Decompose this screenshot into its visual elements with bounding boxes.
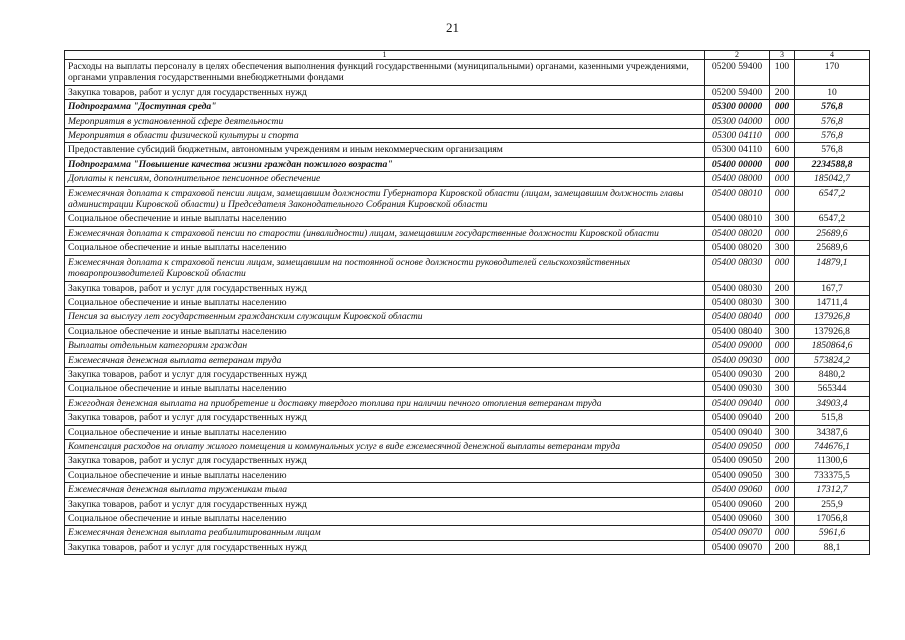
row-vr-cell: 200 (770, 454, 795, 468)
row-code-cell: 05400 09060 (705, 512, 770, 526)
table-row (65, 324, 870, 338)
row-name-cell: Ежемесячная доплата к страховой пенсии лицам, замещавшим должности Губернатора Кировской области (лицам, замещавшим должность главы администрации Кировской области) и Председателя Законодательного Собрания Кировской области (65, 186, 705, 212)
row-code-cell: 05400 09040 (705, 411, 770, 425)
row-code-cell: 05400 09000 (705, 339, 770, 353)
row-name-cell: Социальное обеспечение и иные выплаты населению (65, 425, 705, 439)
table-row (65, 212, 870, 226)
page-number: 21 (446, 20, 459, 35)
row-name-cell: Закупка товаров, работ и услуг для государственных нужд (65, 281, 705, 295)
row-vr-cell: 000 (770, 255, 795, 281)
table-row (65, 157, 870, 171)
row-name-cell: Социальное обеспечение и иные выплаты населению (65, 295, 705, 309)
row-vr-cell: 000 (770, 353, 795, 367)
budget-table (64, 50, 870, 555)
row-vr-cell: 200 (770, 540, 795, 554)
row-vr-cell: 200 (770, 281, 795, 295)
table-row (65, 85, 870, 99)
row-sum-cell: 6547,2 (795, 212, 870, 226)
table-row (65, 100, 870, 114)
row-name-cell: Социальное обеспечение и иные выплаты населению (65, 241, 705, 255)
row-vr-cell: 000 (770, 186, 795, 212)
row-vr-cell: 200 (770, 497, 795, 511)
row-code-cell: 05400 08020 (705, 226, 770, 240)
row-name-cell: Компенсация расходов на оплату жилого помещения и коммунальных услуг в виде ежемесячной денежной выплаты ветеранам труда (65, 439, 705, 453)
row-sum-cell: 167,7 (795, 281, 870, 295)
table-row (65, 468, 870, 482)
row-code-cell: 05400 00000 (705, 157, 770, 171)
row-code-cell: 05400 09040 (705, 425, 770, 439)
row-name-cell: Социальное обеспечение и иные выплаты населению (65, 512, 705, 526)
row-sum-cell: 1850864,6 (795, 339, 870, 353)
table-row (65, 425, 870, 439)
table-row (65, 310, 870, 324)
row-vr-cell: 000 (770, 439, 795, 453)
table-row (65, 396, 870, 410)
row-code-cell: 05400 09030 (705, 382, 770, 396)
row-code-cell: 05400 09070 (705, 540, 770, 554)
row-sum-cell: 6547,2 (795, 186, 870, 212)
row-sum-cell: 34387,6 (795, 425, 870, 439)
row-code-cell: 05400 09050 (705, 454, 770, 468)
row-sum-cell: 34903,4 (795, 396, 870, 410)
row-name-cell: Социальное обеспечение и иные выплаты населению (65, 212, 705, 226)
row-code-cell: 05200 59400 (705, 60, 770, 86)
row-sum-cell: 137926,8 (795, 310, 870, 324)
row-sum-cell: 170 (795, 60, 870, 86)
table-body (65, 60, 870, 555)
table-row (65, 241, 870, 255)
row-code-cell: 05400 08010 (705, 186, 770, 212)
row-code-cell: 05400 08040 (705, 324, 770, 338)
row-code-cell: 05300 04110 (705, 129, 770, 143)
table-row (65, 186, 870, 212)
table-row (65, 497, 870, 511)
row-sum-cell: 2234588,8 (795, 157, 870, 171)
row-vr-cell: 000 (770, 226, 795, 240)
row-name-cell: Социальное обеспечение и иные выплаты населению (65, 382, 705, 396)
row-name-cell: Ежемесячная денежная выплата ветеранам труда (65, 353, 705, 367)
header-cell-name: 1 (65, 51, 705, 60)
row-vr-cell: 000 (770, 157, 795, 171)
row-name-cell: Ежемесячная доплата к страховой пенсии лицам, замещавшим на постоянной основе должности руководителей сельскохозяйственных товаропроизводителей Кировской области (65, 255, 705, 281)
row-name-cell: Закупка товаров, работ и услуг для государственных нужд (65, 540, 705, 554)
table-row (65, 353, 870, 367)
row-vr-cell: 200 (770, 367, 795, 381)
row-vr-cell: 300 (770, 382, 795, 396)
table-row (65, 540, 870, 554)
row-vr-cell: 300 (770, 512, 795, 526)
header-cell-vr: 3 (770, 51, 795, 60)
row-name-cell: Предоставление субсидий бюджетным, автономным учреждениям и иным некоммерческим организациям (65, 143, 705, 157)
row-vr-cell: 200 (770, 411, 795, 425)
row-code-cell: 05200 59400 (705, 85, 770, 99)
table-row (65, 411, 870, 425)
row-sum-cell: 137926,8 (795, 324, 870, 338)
row-code-cell: 05400 09050 (705, 468, 770, 482)
row-code-cell: 05400 08030 (705, 295, 770, 309)
row-sum-cell: 515,8 (795, 411, 870, 425)
table-row (65, 454, 870, 468)
row-vr-cell: 300 (770, 241, 795, 255)
row-name-cell: Закупка товаров, работ и услуг для государственных нужд (65, 367, 705, 381)
row-vr-cell: 000 (770, 310, 795, 324)
table-row (65, 512, 870, 526)
table-row (65, 339, 870, 353)
row-sum-cell: 576,8 (795, 129, 870, 143)
row-name-cell: Подпрограмма "Повышение качества жизни граждан пожилого возраста" (65, 157, 705, 171)
row-sum-cell: 576,8 (795, 100, 870, 114)
row-sum-cell: 14879,1 (795, 255, 870, 281)
row-vr-cell: 000 (770, 396, 795, 410)
table-row (65, 143, 870, 157)
table-row (65, 367, 870, 381)
row-name-cell: Доплаты к пенсиям, дополнительное пенсионное обеспечение (65, 172, 705, 186)
row-vr-cell: 600 (770, 143, 795, 157)
header-cell-code: 2 (705, 51, 770, 60)
row-sum-cell: 565344 (795, 382, 870, 396)
row-sum-cell: 255,9 (795, 497, 870, 511)
row-name-cell: Подпрограмма "Доступная среда" (65, 100, 705, 114)
row-vr-cell: 300 (770, 295, 795, 309)
row-code-cell: 05400 08010 (705, 212, 770, 226)
row-vr-cell: 100 (770, 60, 795, 86)
table-row (65, 382, 870, 396)
row-sum-cell: 11300,6 (795, 454, 870, 468)
row-vr-cell: 000 (770, 526, 795, 540)
row-vr-cell: 000 (770, 483, 795, 497)
row-name-cell: Закупка товаров, работ и услуг для государственных нужд (65, 454, 705, 468)
row-code-cell: 05400 08030 (705, 255, 770, 281)
row-sum-cell: 17312,7 (795, 483, 870, 497)
row-vr-cell: 300 (770, 324, 795, 338)
row-sum-cell: 5961,6 (795, 526, 870, 540)
row-code-cell: 05400 09060 (705, 497, 770, 511)
table-row (65, 172, 870, 186)
row-sum-cell: 25689,6 (795, 241, 870, 255)
row-code-cell: 05400 09030 (705, 353, 770, 367)
row-sum-cell: 10 (795, 85, 870, 99)
row-vr-cell: 200 (770, 85, 795, 99)
table-row (65, 255, 870, 281)
row-sum-cell: 185042,7 (795, 172, 870, 186)
row-name-cell: Социальное обеспечение и иные выплаты населению (65, 324, 705, 338)
row-name-cell: Пенсия за выслугу лет государственным гражданским служащим Кировской области (65, 310, 705, 324)
row-code-cell: 05300 04110 (705, 143, 770, 157)
row-name-cell: Закупка товаров, работ и услуг для государственных нужд (65, 85, 705, 99)
table-row (65, 483, 870, 497)
row-code-cell: 05400 09040 (705, 396, 770, 410)
row-code-cell: 05400 09070 (705, 526, 770, 540)
row-vr-cell: 300 (770, 425, 795, 439)
row-sum-cell: 14711,4 (795, 295, 870, 309)
table-row (65, 129, 870, 143)
row-name-cell: Выплаты отдельным категориям граждан (65, 339, 705, 353)
row-code-cell: 05400 08000 (705, 172, 770, 186)
row-name-cell: Расходы на выплаты персоналу в целях обеспечения выполнения функций государственными (муниципальными) органами, казенными учреждениями, органами управления государственными внебюджетными фондами (65, 60, 705, 86)
row-code-cell: 05400 09060 (705, 483, 770, 497)
table-header (65, 51, 870, 60)
row-code-cell: 05400 09030 (705, 367, 770, 381)
table-row (65, 439, 870, 453)
row-code-cell: 05400 09050 (705, 439, 770, 453)
table-row (65, 526, 870, 540)
row-sum-cell: 744676,1 (795, 439, 870, 453)
row-code-cell: 05400 08040 (705, 310, 770, 324)
table-row (65, 60, 870, 86)
row-name-cell: Ежегодная денежная выплата на приобретение и доставку твердого топлива при наличии печного отопления ветеранам труда (65, 396, 705, 410)
row-name-cell: Мероприятия в установленной сфере деятельности (65, 114, 705, 128)
row-vr-cell: 000 (770, 129, 795, 143)
row-vr-cell: 300 (770, 468, 795, 482)
row-sum-cell: 8480,2 (795, 367, 870, 381)
row-name-cell: Мероприятия в области физической культуры и спорта (65, 129, 705, 143)
row-name-cell: Ежемесячная доплата к страховой пенсии по старости (инвалидности) лицам, замещавшим государственные должности Кировской области (65, 226, 705, 240)
row-name-cell: Ежемесячная денежная выплата труженикам тыла (65, 483, 705, 497)
row-sum-cell: 17056,8 (795, 512, 870, 526)
row-sum-cell: 573824,2 (795, 353, 870, 367)
header-cell-sum: 4 (795, 51, 870, 60)
row-code-cell: 05300 04000 (705, 114, 770, 128)
row-code-cell: 05400 08020 (705, 241, 770, 255)
row-sum-cell: 25689,6 (795, 226, 870, 240)
row-sum-cell: 576,8 (795, 143, 870, 157)
row-vr-cell: 000 (770, 339, 795, 353)
row-vr-cell: 000 (770, 100, 795, 114)
row-vr-cell: 000 (770, 172, 795, 186)
table-row (65, 114, 870, 128)
row-vr-cell: 300 (770, 212, 795, 226)
row-sum-cell: 733375,5 (795, 468, 870, 482)
row-sum-cell: 576,8 (795, 114, 870, 128)
row-name-cell: Закупка товаров, работ и услуг для государственных нужд (65, 497, 705, 511)
row-name-cell: Социальное обеспечение и иные выплаты населению (65, 468, 705, 482)
row-code-cell: 05300 00000 (705, 100, 770, 114)
row-sum-cell: 88,1 (795, 540, 870, 554)
table-row (65, 295, 870, 309)
row-vr-cell: 000 (770, 114, 795, 128)
row-code-cell: 05400 08030 (705, 281, 770, 295)
header-row (65, 51, 870, 60)
table-row (65, 226, 870, 240)
row-name-cell: Закупка товаров, работ и услуг для государственных нужд (65, 411, 705, 425)
table-row (65, 281, 870, 295)
row-name-cell: Ежемесячная денежная выплата реабилитированным лицам (65, 526, 705, 540)
